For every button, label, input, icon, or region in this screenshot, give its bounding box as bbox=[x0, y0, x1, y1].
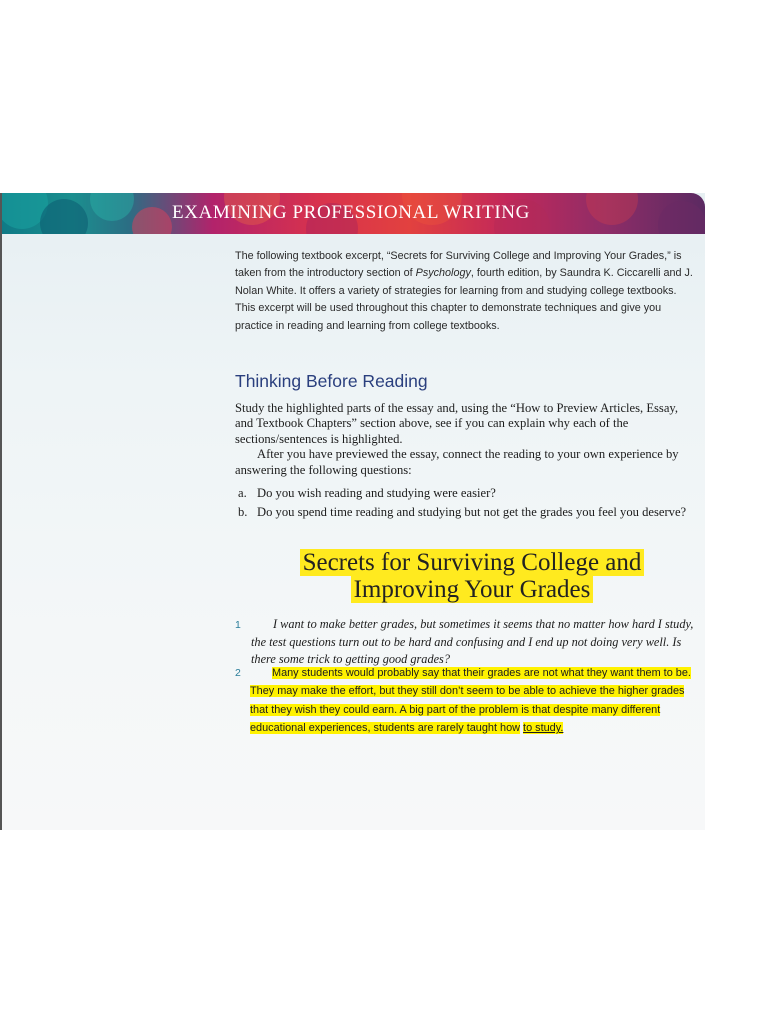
intro-text: The following textbook excerpt, “Secrets for Surviving College and Improving Your Grades,” is taken from the introductory section of bbox=[235, 250, 682, 280]
instructions-paragraph: Study the highlighted parts of the essay and, using the “How to Preview Articles, Essay, and Textbook Chapters” section above, see if you can explain why each of the sections/sentences is highlighted. bbox=[235, 401, 679, 446]
book-title: Psychology bbox=[415, 267, 471, 280]
question-text: Do you spend time reading and studying but not get the grades you feel you deserve? bbox=[257, 505, 687, 520]
question-marker: a. bbox=[238, 486, 247, 500]
section-banner bbox=[2, 193, 705, 234]
textbook-page bbox=[0, 193, 705, 830]
essay-paragraph-2 bbox=[250, 664, 705, 738]
essay-title-line-1: Secrets for Surviving College and bbox=[300, 549, 645, 576]
paragraph-number: 1 bbox=[235, 619, 241, 631]
intro-paragraph bbox=[235, 248, 697, 335]
question-marker: b. bbox=[238, 505, 248, 520]
paragraph-number: 2 bbox=[235, 667, 241, 679]
section-heading: Thinking Before Reading bbox=[235, 371, 428, 391]
banner-title: EXAMINING PROFESSIONAL WRITING bbox=[172, 202, 530, 223]
highlighted-text: Many students would probably say that their grades are not what they want them to be. They may make the effort, but they still don’t seem to be able to achieve the higher grades that they wish they could earn. A big part of the problem is that despite many different educational experiences, students are rarely taught how bbox=[250, 667, 691, 735]
question-text: Do you wish reading and studying were easier? bbox=[257, 486, 496, 500]
essay-title-line-2: Improving Your Grades bbox=[351, 576, 594, 603]
question-list bbox=[235, 486, 699, 525]
question-item bbox=[235, 486, 699, 501]
essay-title bbox=[252, 549, 692, 603]
question-item bbox=[235, 505, 699, 520]
instructions bbox=[235, 401, 699, 478]
intro-text-after: , fourth edition, by Saundra K. Ciccarelli and J. Nolan White. It offers a variety of strategies for learning from and studying college textbooks. This excerpt will be used throughout this chapter to demonstrate techniques and give you practice in reading and learning from college textbooks. bbox=[235, 267, 693, 332]
essay-paragraph-1: I want to make better grades, but sometimes it seems that no matter how hard I study, the test questions turn out to be hard and confusing and I end up not doing very well. Is there some trick to getting good grades? bbox=[251, 617, 694, 667]
instructions-paragraph-2: After you have previewed the essay, connect the reading to your own experience by answering the following questions: bbox=[235, 447, 679, 477]
highlighted-text-tail: to study. bbox=[523, 722, 564, 735]
